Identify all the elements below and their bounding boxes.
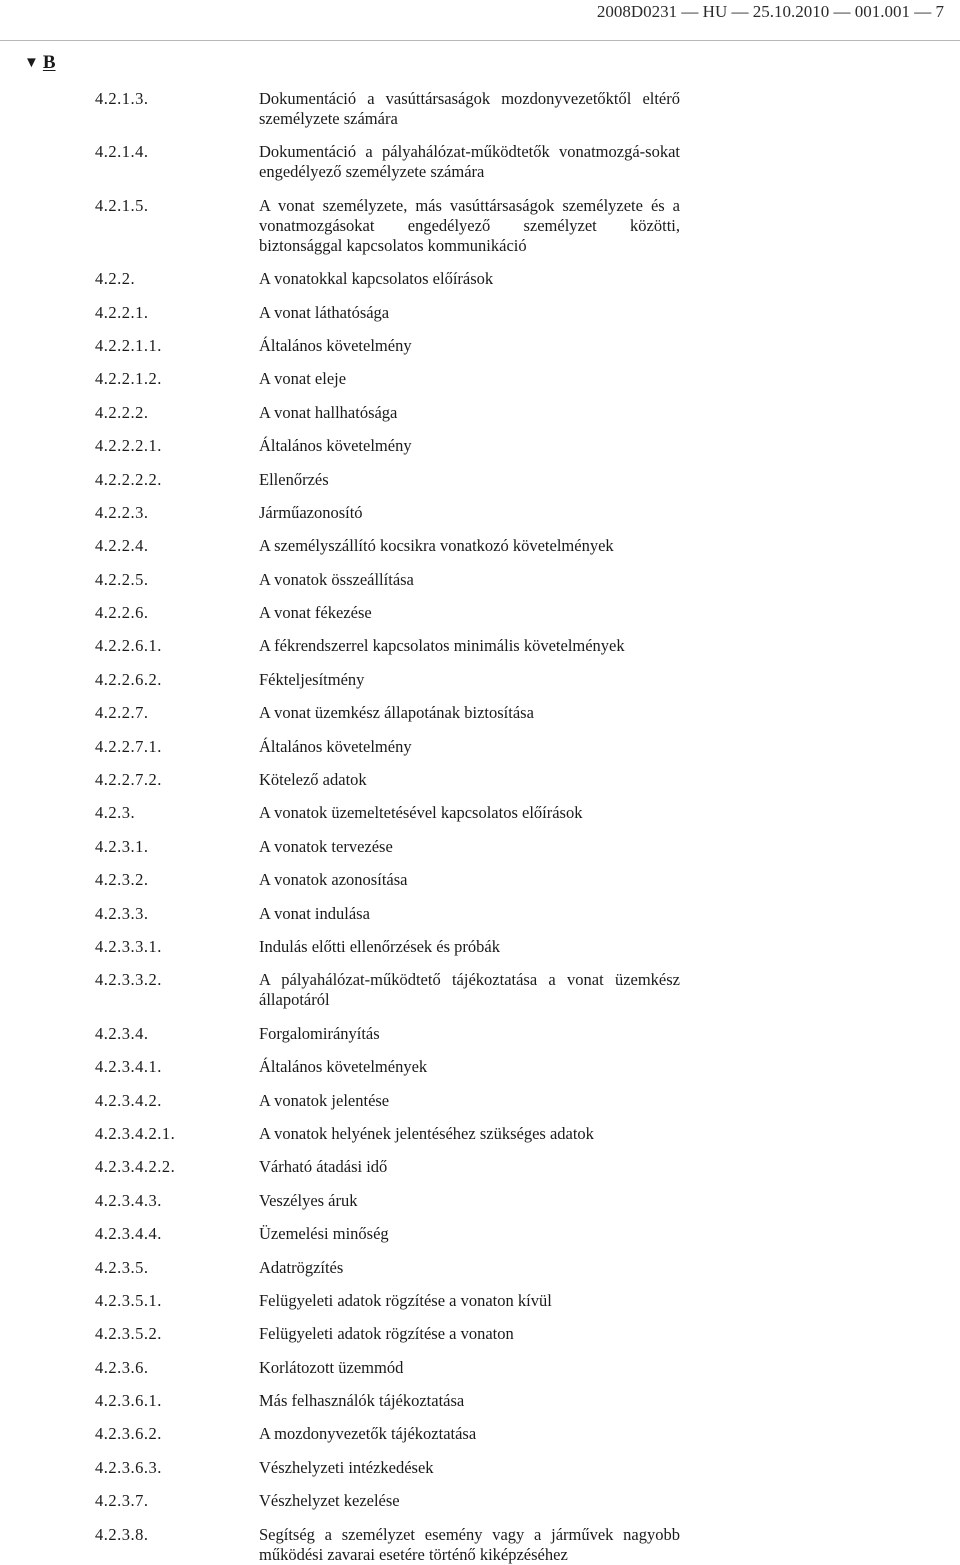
- section-number: 4.2.3.4.1.: [95, 1057, 162, 1077]
- toc-entry: [95, 1358, 680, 1378]
- section-number: 4.2.1.3.: [95, 89, 149, 108]
- section-number: 4.2.3.3.2.: [95, 970, 162, 990]
- section-title: A vonatok azonosítása: [259, 870, 408, 890]
- section-number: 4.2.2.4.: [95, 536, 149, 556]
- toc-entry: [95, 1091, 680, 1111]
- section-title: A vonat személyzete, más vasúttársaságok személyzete és a vonatmozgásokat engedélyező személyzet közötti, biztonsággal kapcsolatos kommunikáció: [259, 195, 680, 255]
- section-number: 4.2.3.1.: [95, 836, 149, 856]
- section-title: A vonatok helyének jelentéséhez szükséges adatok: [259, 1123, 594, 1143]
- section-title: A vonatok jelentése: [259, 1090, 390, 1110]
- section-title: Üzemelési minőség: [259, 1224, 389, 1244]
- section-title: Adatrögzítés: [259, 1257, 344, 1277]
- section-number: 4.2.3.8.: [95, 1524, 149, 1544]
- section-number: 4.2.3.3.: [95, 903, 149, 923]
- section-title: A pályahálózat-működtető tájékoztatása a vonat üzemkész állapotáról: [259, 970, 680, 1010]
- toc-entry: [95, 636, 680, 656]
- toc-entry: [95, 503, 680, 523]
- toc-entry: [95, 1024, 680, 1044]
- section-number: 4.2.3.4.2.: [95, 1090, 162, 1110]
- section-number: 4.2.2.1.2.: [95, 369, 162, 389]
- section-number: 4.2.2.3.: [95, 502, 149, 522]
- section-number: 4.2.2.1.1.: [95, 335, 162, 355]
- toc-entry: [95, 970, 680, 1010]
- section-number: 4.2.3.7.: [95, 1491, 149, 1511]
- toc-entry: [95, 303, 680, 323]
- section-title: A vonat hallhatósága: [259, 402, 398, 422]
- section-number: 4.2.2.6.1.: [95, 636, 162, 656]
- toc-entry: [95, 570, 680, 590]
- section-title: Felügyeleti adatok rögzítése a vonaton: [259, 1324, 514, 1344]
- section-number: 4.2.2.2.2.: [95, 469, 162, 489]
- toc-entry: [95, 336, 680, 356]
- section-number: 4.2.2.7.1.: [95, 736, 162, 756]
- section-title: Általános követelmény: [259, 736, 412, 756]
- section-title: Ellenőrzés: [259, 469, 329, 489]
- toc-entry: [95, 1191, 680, 1211]
- section-number: 4.2.3.4.3.: [95, 1190, 162, 1210]
- toc-entry: [95, 1525, 680, 1565]
- section-title: A fékrendszerrel kapcsolatos minimális követelmények: [259, 636, 625, 656]
- toc-entry: [95, 369, 680, 389]
- section-number: 4.2.3.2.: [95, 870, 149, 890]
- toc-entry: [95, 470, 680, 490]
- toc-entry: [95, 803, 680, 823]
- toc-entry: [95, 870, 680, 890]
- toc-entry: [95, 770, 680, 790]
- section-number: 4.2.3.5.1.: [95, 1290, 162, 1310]
- section-number: 4.2.2.: [95, 269, 136, 289]
- toc-entry: [95, 1224, 680, 1244]
- section-number: 4.2.3.6.: [95, 1357, 149, 1377]
- toc-entry: [95, 403, 680, 423]
- section-number: 4.2.3.: [95, 803, 136, 823]
- section-title: A vonat indulása: [259, 903, 370, 923]
- toc-entry: [95, 1458, 680, 1478]
- toc-entry: [95, 196, 680, 256]
- section-number: 4.2.3.4.2.1.: [95, 1123, 176, 1143]
- section-title: Más felhasználók tájékoztatása: [259, 1391, 465, 1411]
- toc-entry: [95, 1124, 680, 1144]
- amendment-marker-label: B: [42, 52, 56, 73]
- toc-entry: [95, 1324, 680, 1344]
- section-title: Dokumentáció a vasúttársaságok mozdonyvezetőktől eltérő személyzete számára: [259, 89, 680, 128]
- section-number: 4.2.3.4.4.: [95, 1224, 162, 1244]
- section-title: A vonatok üzemeltetésével kapcsolatos előírások: [259, 803, 583, 823]
- section-title: Felügyeleti adatok rögzítése a vonaton kívül: [259, 1290, 552, 1310]
- toc-entry: [95, 737, 680, 757]
- section-number: 4.2.3.6.2.: [95, 1424, 162, 1444]
- section-number: 4.2.2.2.1.: [95, 436, 162, 456]
- toc-entry: [95, 1057, 680, 1077]
- section-number: 4.2.1.4.: [95, 142, 149, 162]
- toc-entry: [95, 937, 680, 957]
- section-title: Általános követelmény: [259, 436, 412, 456]
- triangle-down-icon: ▼: [24, 54, 39, 71]
- section-number: 4.2.2.1.: [95, 302, 149, 322]
- section-title: A vonatok összeállítása: [259, 569, 414, 589]
- section-title: A mozdonyvezetők tájékoztatása: [259, 1424, 477, 1444]
- section-title: A személyszállító kocsikra vonatkozó követelmények: [259, 536, 614, 556]
- section-number: 4.2.1.5.: [95, 195, 149, 215]
- section-title: Általános követelmények: [259, 1057, 428, 1077]
- toc-entry: [95, 269, 680, 289]
- header-divider: [0, 40, 960, 41]
- toc-entry: [95, 837, 680, 857]
- section-title: Fékteljesítmény: [259, 669, 365, 689]
- toc-entry: [95, 1424, 680, 1444]
- toc-entry: [95, 703, 680, 723]
- section-title: Segítség a személyzet esemény vagy a járművek nagyobb működési zavarai esetére történő kiképzéséhez: [259, 1524, 680, 1564]
- section-number: 4.2.3.3.1.: [95, 936, 162, 956]
- section-title: Várható átadási idő: [259, 1157, 388, 1177]
- section-number: 4.2.2.5.: [95, 569, 149, 589]
- section-title: A vonat fékezése: [259, 603, 372, 623]
- toc-entry: [95, 142, 680, 182]
- section-title: Indulás előtti ellenőrzések és próbák: [259, 936, 500, 956]
- section-number: 4.2.2.6.: [95, 603, 149, 623]
- section-number: 4.2.2.2.: [95, 402, 149, 422]
- section-title: A vonat üzemkész állapotának biztosítása: [259, 703, 534, 723]
- section-title: Kötelező adatok: [259, 770, 367, 790]
- section-title: Vészhelyzeti intézkedések: [259, 1457, 434, 1477]
- section-number: 4.2.2.7.: [95, 703, 149, 723]
- section-number: 4.2.2.6.2.: [95, 669, 162, 689]
- section-title: A vonatokkal kapcsolatos előírások: [259, 269, 494, 289]
- section-number: 4.2.3.6.1.: [95, 1391, 162, 1411]
- section-title: A vonatok tervezése: [259, 836, 393, 856]
- section-title: A vonat láthatósága: [259, 302, 390, 322]
- page-header: 2008D0231 — HU — 25.10.2010 — 001.001 — 7: [596, 2, 944, 21]
- section-title: A vonat eleje: [259, 369, 347, 389]
- toc-entry: [95, 603, 680, 623]
- section-title: Járműazonosító: [259, 502, 363, 522]
- section-number: 4.2.3.4.: [95, 1023, 149, 1043]
- toc-entry: [95, 436, 680, 456]
- section-number: 4.2.3.6.3.: [95, 1457, 162, 1477]
- toc-entry: [95, 1258, 680, 1278]
- section-title: Vészhelyzet kezelése: [259, 1491, 400, 1511]
- section-number: 4.2.3.4.2.2.: [95, 1157, 176, 1177]
- section-title: Forgalomirányítás: [259, 1023, 380, 1043]
- amendment-marker: [24, 52, 56, 74]
- toc-entry: [95, 536, 680, 556]
- section-title: Korlátozott üzemmód: [259, 1357, 404, 1377]
- section-title: Dokumentáció a pályahálózat-működtetők vonatmozgá-sokat engedélyező személyzete számára: [259, 142, 680, 182]
- toc-entry: [95, 89, 680, 129]
- toc-entry: [95, 904, 680, 924]
- section-number: 4.2.3.5.: [95, 1257, 149, 1277]
- toc-entry: [95, 1491, 680, 1511]
- toc-entry: [95, 1391, 680, 1411]
- toc-entry: [95, 670, 680, 690]
- toc-entry: [95, 1291, 680, 1311]
- section-title: Általános követelmény: [259, 335, 412, 355]
- section-title: Veszélyes áruk: [259, 1190, 358, 1210]
- section-number: 4.2.3.5.2.: [95, 1324, 162, 1344]
- toc-entry: [95, 1157, 680, 1177]
- section-number: 4.2.2.7.2.: [95, 770, 162, 790]
- table-of-contents: [95, 89, 680, 1565]
